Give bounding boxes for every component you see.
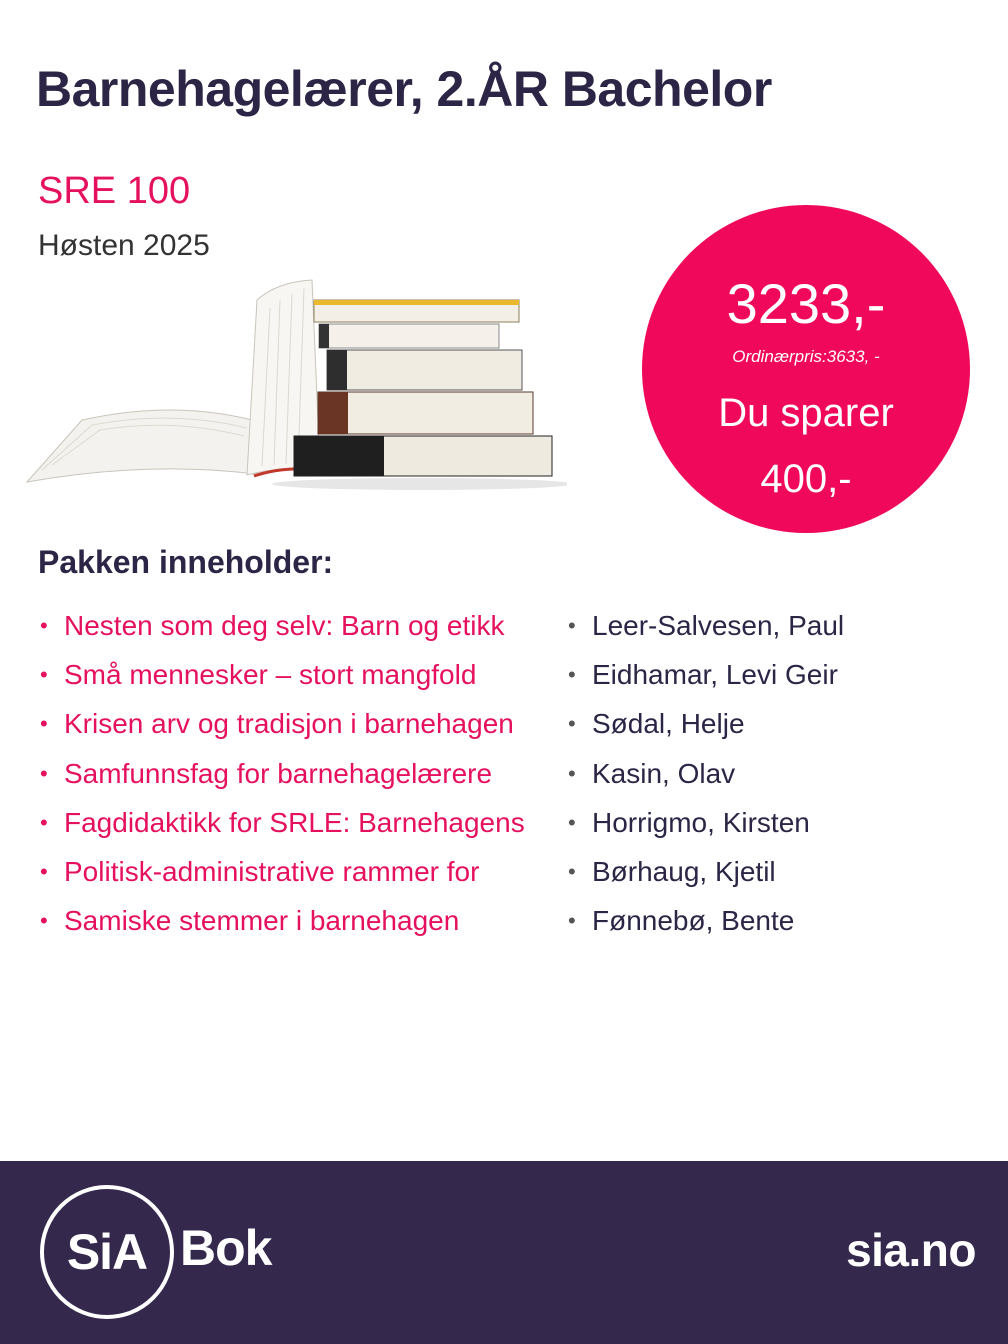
book-title: • Samfunnsfag for barnehagelærere <box>40 759 525 808</box>
sia-logo-icon <box>40 1185 174 1319</box>
book-title: • Fagdidaktikk for SRLE: Barnehagens <box>40 808 525 857</box>
book-title: • Nesten som deg selv: Barn og etikk <box>40 611 525 660</box>
book-author: • Horrigmo, Kirsten <box>568 808 844 857</box>
course-code: SRE 100 <box>38 170 191 212</box>
book-author: • Leer-Salvesen, Paul <box>568 611 844 660</box>
book-author: • Sødal, Helje <box>568 709 844 758</box>
site-url[interactable]: sia.no <box>846 1224 976 1276</box>
savings-label: Du sparer <box>718 391 894 435</box>
book-title: • Små mennesker – stort mangfold <box>40 660 525 709</box>
book-author-list <box>568 611 844 955</box>
footer <box>0 1161 1008 1344</box>
book-title: • Politisk-administrative rammer for <box>40 857 525 906</box>
ordinary-price: Ordinærpris:3633, - <box>732 347 880 366</box>
book-author: • Eidhamar, Levi Geir <box>568 660 844 709</box>
book-title: • Krisen arv og tradisjon i barnehagen <box>40 709 525 758</box>
term: Høsten 2025 <box>38 229 210 262</box>
package-heading: Pakken inneholder: <box>38 544 334 580</box>
book-author: • Fønnebø, Bente <box>568 906 844 955</box>
book-title-list <box>40 611 525 955</box>
books-illustration <box>22 270 567 495</box>
book-title: • Samiske stemmer i barnehagen <box>40 906 525 955</box>
page-title: Barnehagelærer, 2.ÅR Bachelor <box>36 61 772 117</box>
savings-amount: 400,- <box>760 457 852 501</box>
logo-sia-text: SiA <box>66 1224 148 1280</box>
book-author: • Kasin, Olav <box>568 759 844 808</box>
book-author: • Børhaug, Kjetil <box>568 857 844 906</box>
price-badge <box>642 205 970 533</box>
offer-price: 3233,- <box>726 272 886 335</box>
logo-bok-text: Bok <box>180 1220 272 1276</box>
